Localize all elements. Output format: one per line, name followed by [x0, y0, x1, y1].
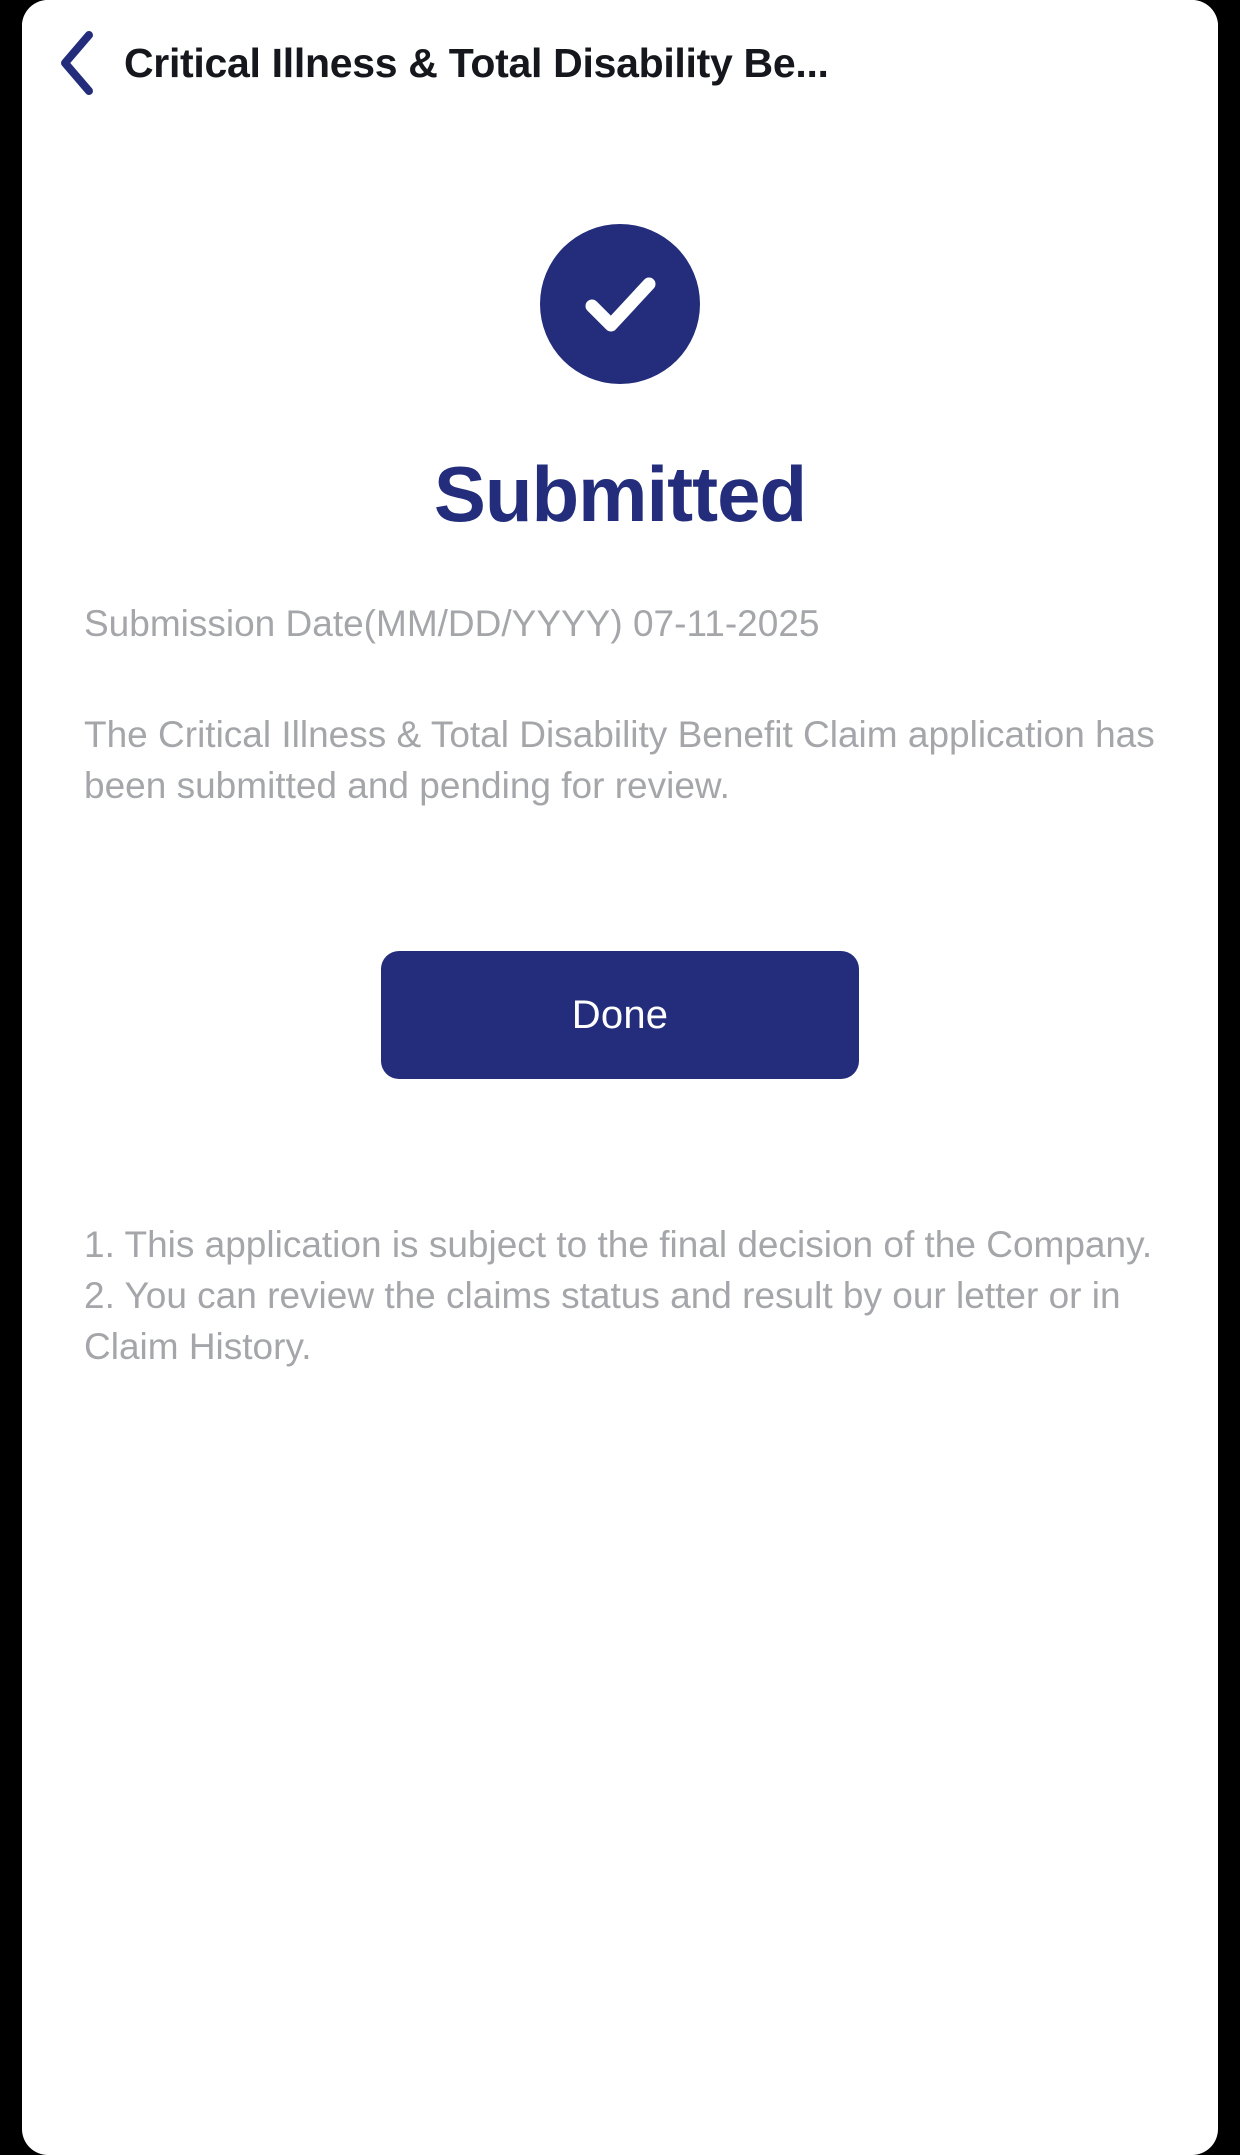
done-button[interactable]: Done — [381, 951, 859, 1079]
back-button[interactable] — [22, 0, 132, 126]
page-title: Critical Illness & Total Disability Be... — [124, 39, 829, 86]
header-bar — [22, 0, 1218, 126]
done-button-wrap — [84, 951, 1156, 1079]
check-circle-icon — [540, 224, 700, 384]
status-description: The Critical Illness & Total Disability Benefit Claim application has been submitted and pending for review. — [84, 713, 1155, 806]
app-screen — [22, 0, 1218, 2155]
footer-notes — [84, 1219, 1156, 1372]
status-icon-wrap — [84, 224, 1156, 384]
chevron-left-icon — [55, 27, 99, 99]
submission-date: Submission Date(MM/DD/YYYY) 07-11-2025 — [84, 602, 820, 644]
check-mark-icon — [572, 256, 668, 352]
footer-note-1: 1. This application is subject to the final decision of the Company. — [84, 1224, 1153, 1266]
status-title: Submitted — [433, 450, 807, 538]
footer-note-2: 2. You can review the claims status and result by our letter or in Claim History. — [84, 1275, 1121, 1368]
main-content — [22, 224, 1218, 1372]
